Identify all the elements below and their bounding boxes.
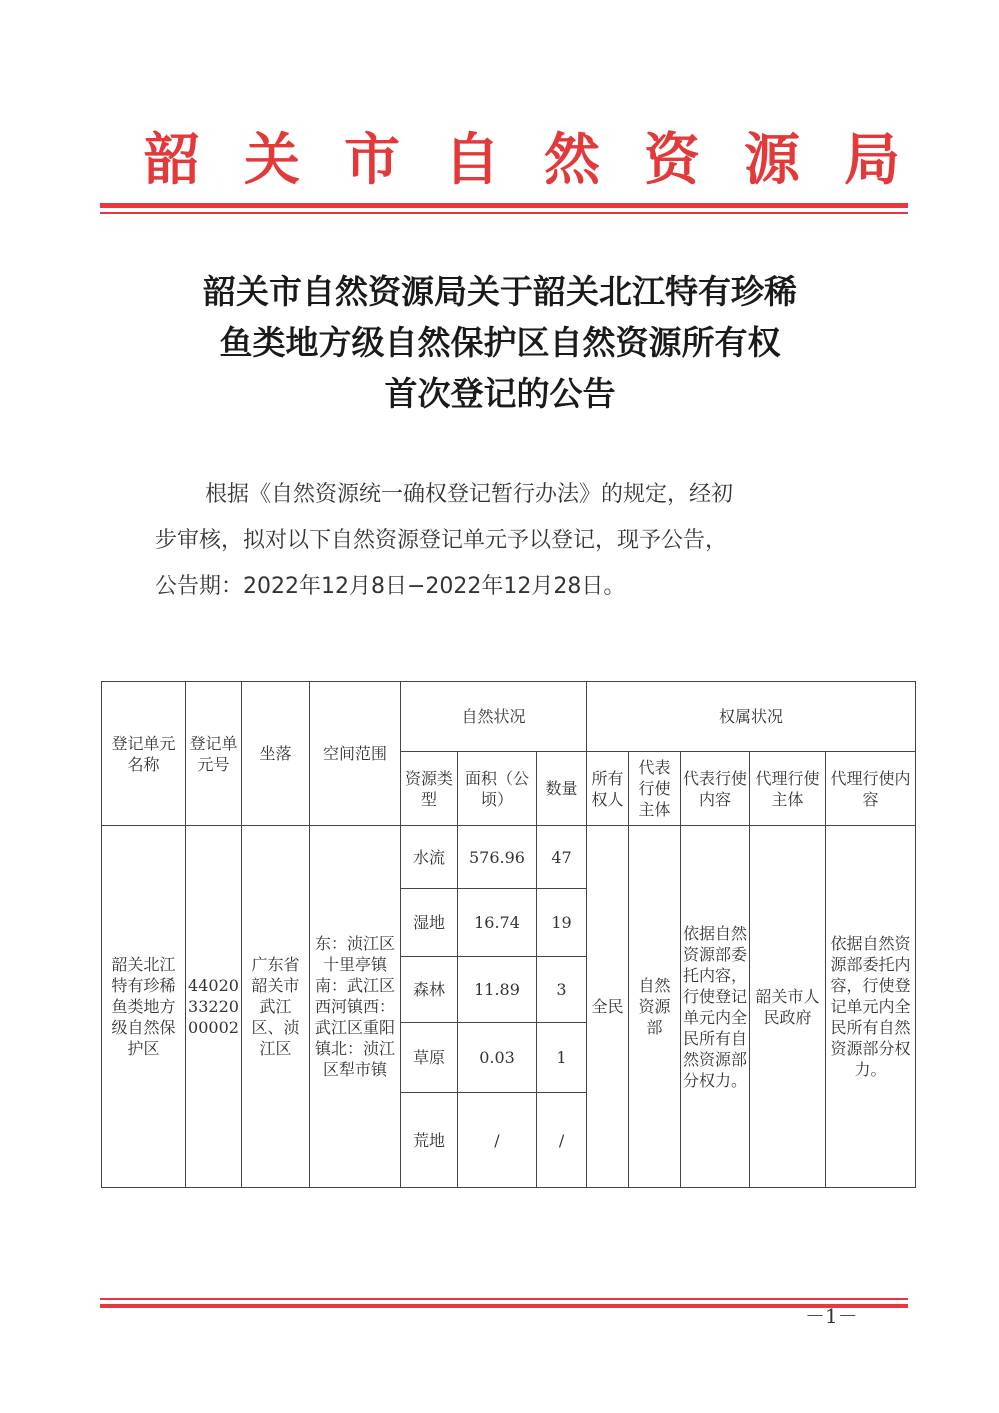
header-natural-status: 自然状况 — [401, 682, 587, 752]
cell-quantity: 19 — [537, 889, 587, 957]
cell-resource-type: 湿地 — [401, 889, 458, 957]
registration-table — [101, 681, 916, 1188]
cell-agent-subject: 韶关市人民政府 — [750, 826, 826, 1188]
cell-resource-type: 荒地 — [401, 1093, 458, 1188]
cell-quantity: 1 — [537, 1023, 587, 1093]
cell-resource-type: 草原 — [401, 1023, 458, 1093]
cell-location: 广东省韶关市武江区、浈江区 — [242, 826, 310, 1188]
cell-area: / — [458, 1093, 537, 1188]
header-ownership-status: 权属状况 — [587, 682, 916, 752]
cell-area: 0.03 — [458, 1023, 537, 1093]
cell-unit-name: 韶关北江特有珍稀鱼类地方级自然保护区 — [102, 826, 186, 1188]
cell-resource-type: 森林 — [401, 957, 458, 1023]
body-line-1: 根据《自然资源统一确权登记暂行办法》的规定，经初 — [205, 482, 734, 507]
header-location: 坐落 — [242, 682, 310, 826]
header-rep-subject: 代表行使主体 — [629, 752, 681, 826]
header-resource-type: 资源类型 — [401, 752, 458, 826]
cell-quantity: 3 — [537, 957, 587, 1023]
cell-quantity: / — [537, 1093, 587, 1188]
title-line-1: 韶关市自然资源局关于韶关北江特有珍稀 — [203, 272, 797, 311]
cell-spatial-range: 东：浈江区十里亭镇南：武江区西河镇西：武江区重阳镇北：浈江区犁市镇 — [310, 826, 401, 1188]
cell-resource-type: 水流 — [401, 826, 458, 889]
announcement-body — [155, 472, 855, 610]
page-number: －1－ — [805, 1304, 858, 1328]
document-title — [100, 266, 900, 419]
title-line-2: 鱼类地方级自然保护区自然资源所有权 — [219, 323, 781, 362]
header-red-line-thick — [100, 203, 908, 208]
cell-area: 11.89 — [458, 957, 537, 1023]
header-quantity: 数量 — [537, 752, 587, 826]
org-header: 韶关市自然资源局 — [144, 127, 944, 193]
header-agent-subject: 代理行使主体 — [750, 752, 826, 826]
header-unit-number: 登记单元号 — [186, 682, 242, 826]
footer-red-line-thick — [100, 1304, 908, 1308]
header-spatial-range: 空间范围 — [310, 682, 401, 826]
header-agent-content: 代理行使内容 — [826, 752, 916, 826]
cell-rep-subject: 自然资源部 — [629, 826, 681, 1188]
cell-area: 16.74 — [458, 889, 537, 957]
body-line-2: 步审核，拟对以下自然资源登记单元予以登记，现予公告， — [155, 528, 728, 553]
cell-unit-number: 440203322000002 — [186, 826, 242, 1188]
header-rep-content: 代表行使内容 — [681, 752, 750, 826]
cell-area: 576.96 — [458, 826, 537, 889]
title-line-3: 首次登记的公告 — [384, 374, 616, 413]
header-red-line-thin — [100, 212, 908, 214]
cell-rep-content: 依据自然资源部委托内容，行使登记单元内全民所有自然资源部分权力。 — [681, 826, 750, 1188]
body-line-3: 公告期：2022年12月8日−2022年12月28日。 — [155, 574, 626, 599]
header-owner: 所有权人 — [587, 752, 629, 826]
cell-quantity: 47 — [537, 826, 587, 889]
cell-owner: 全民 — [587, 826, 629, 1188]
header-unit-name: 登记单元名称 — [102, 682, 186, 826]
header-area: 面积（公顷） — [458, 752, 537, 826]
cell-agent-content: 依据自然资源部委托内容，行使登记单元内全民所有自然资源部分权力。 — [826, 826, 916, 1188]
footer-red-line-thin — [100, 1298, 908, 1300]
